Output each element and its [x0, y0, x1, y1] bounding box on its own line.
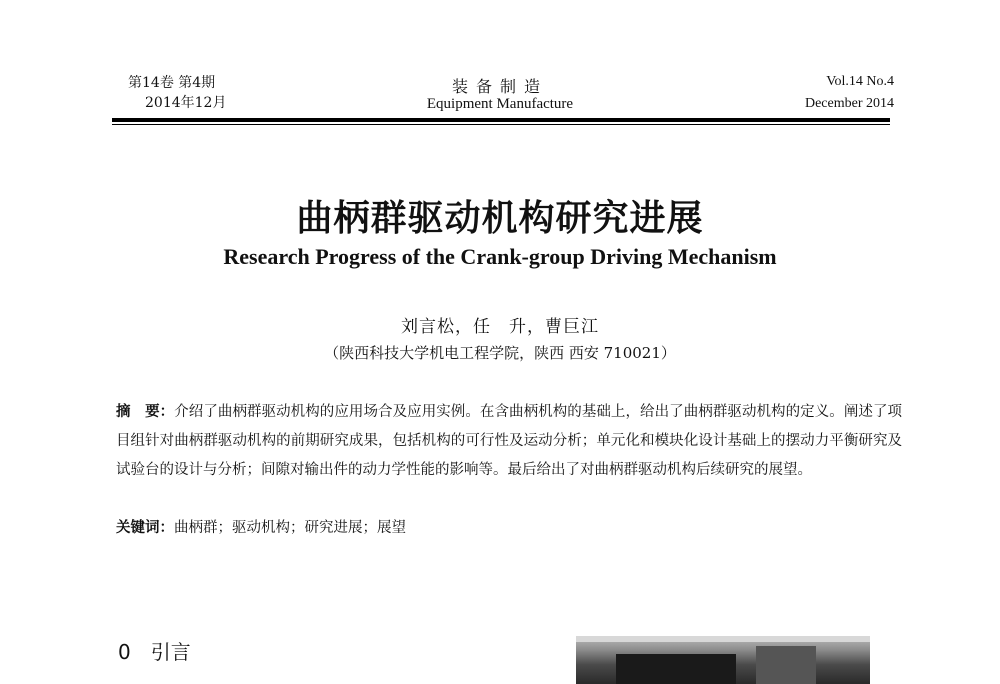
abstract-label: 摘 要： [116, 404, 175, 420]
abstract [116, 398, 902, 485]
figure-photo [576, 636, 870, 684]
author-list: 刘言松，任 升，曹巨江 [401, 317, 599, 337]
article-title-cn: 曲柄群驱动机构研究进展 [296, 198, 704, 239]
volume-issue-cn: 第14卷 第4期 [128, 75, 216, 91]
article-title-en: Research Progress of the Crank-group Driving Mechanism [223, 244, 777, 269]
keywords [116, 514, 902, 543]
keywords-label: 关键词： [116, 520, 174, 536]
abstract-text: 介绍了曲柄群驱动机构的应用场合及应用实例。在含曲柄机构的基础上，给出了曲柄群驱动机构的定义。阐述了项目组针对曲柄群驱动机构的前期研究成果，包括机构的可行性及运动分析；单元化和模块化设计基础上的摆动力平衡研究及试验台的设计与分析；间隙对输出件的动力学性能的影响等。最后给出了对曲柄群驱动机构后续研究的展望。 [116, 404, 903, 478]
header-rule-thick [112, 118, 890, 122]
header-rule-thin [112, 124, 890, 125]
date-cn: 2014年12月 [145, 95, 227, 111]
volume-issue-en: Vol.14 No.4 [826, 74, 894, 89]
keywords-text: 曲柄群；驱动机构；研究进展；展望 [174, 520, 406, 536]
journal-name-en: Equipment Manufacture [426, 96, 574, 112]
journal-name-cn: 装备制造 [451, 77, 548, 96]
affiliation: （陕西科技大学机电工程学院，陕西 西安 710021） [324, 344, 676, 362]
section-heading-introduction: 0 引言 [118, 640, 191, 664]
date-en: December 2014 [804, 96, 894, 111]
